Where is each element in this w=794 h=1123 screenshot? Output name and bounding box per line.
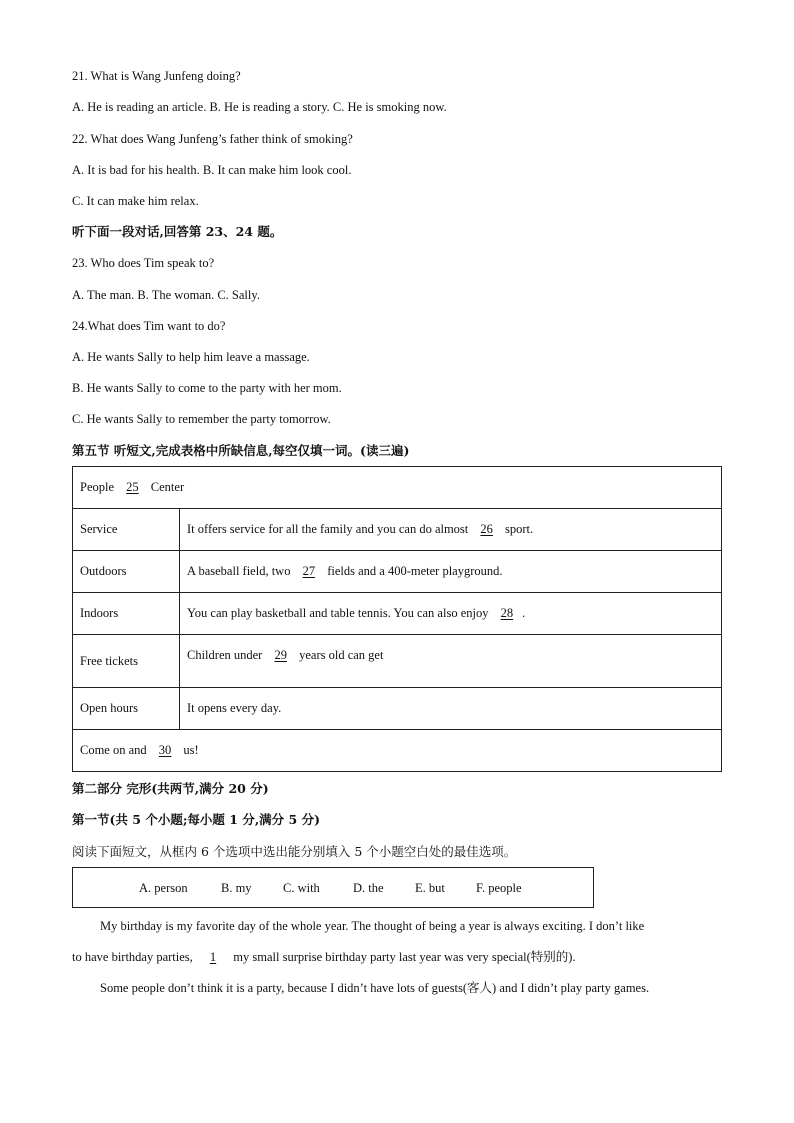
passage-line-3: Some people don’t think it is a party, because I didn’t have lots of guests(客人) and I didn’t play party games. [100,981,650,995]
row-content-outdoors: A baseball field, two 27 fields and a 400-meter playground. [180,551,722,593]
part2-title: 第二部分 完形(共两节,满分 20 分) [72,781,269,796]
table-row [73,551,722,593]
choice-f: F. people [476,881,522,895]
blank-30: 30 [158,743,172,757]
choice-a: A. person [139,881,188,895]
question-24-option-b: B. He wants Sally to come to the party with her mom. [72,381,342,395]
question-23: 23. Who does Tim speak to? [72,256,215,270]
table-header-row [73,467,722,509]
blank-26: 26 [480,522,493,536]
table-row [73,635,722,688]
question-24-option-c: C. He wants Sally to remember the party tomorrow. [72,412,331,426]
row-content-open-hours: It opens every day. [180,688,722,730]
blank-28: 28 [500,606,514,620]
row-label-indoors: Indoors [73,593,180,635]
question-23-options: A. The man. B. The woman. C. Sally. [72,288,260,302]
question-24: 24.What does Tim want to do? [72,319,226,333]
question-24-option-a: A. He wants Sally to help him leave a massage. [72,350,310,364]
question-22-option-c: C. It can make him relax. [72,194,199,208]
choice-e: E. but [415,881,445,895]
table-row [73,688,722,730]
dialog-instruction: 听下面一段对话,回答第 23、24 题。 [72,224,283,239]
row-label-service: Service [73,509,180,551]
info-table [72,466,722,772]
question-21: 21. What is Wang Junfeng doing? [72,69,241,83]
choice-c: C. with [283,881,320,895]
blank-25: 25 [126,480,139,494]
row-label-open-hours: Open hours [73,688,180,730]
choices-box [72,867,594,908]
section5-title: 第五节 听短文,完成表格中所缺信息,每空仅填一词。(读三遍) [72,443,410,458]
section1-instruction: 阅读下面短文，从框内 6 个选项中选出能分别填入 5 个小题空白处的最佳选项。 [72,844,517,859]
blank-27: 27 [302,564,316,578]
question-21-options: A. He is reading an article. B. He is reading a story. C. He is smoking now. [72,100,447,114]
choice-d: D. the [353,881,384,895]
row-content-free-tickets: Children under 29 years old can get [180,635,722,688]
blank-29: 29 [274,648,287,662]
question-22-options-ab: A. It is bad for his health. B. It can make him look cool. [72,163,352,177]
passage-line-2: to have birthday parties, 1 my small surprise birthday party last year was very special(特别的). [72,950,576,964]
table-row [73,509,722,551]
row-content-service: It offers service for all the family and you can do almost 26 sport. [180,509,722,551]
table-footer-row [73,730,722,772]
passage-line-1: My birthday is my favorite day of the whole year. The thought of being a year is always exciting. I don’t like [100,919,645,933]
table-row [73,593,722,635]
row-label-outdoors: Outdoors [73,551,180,593]
row-label-free-tickets: Free tickets [73,635,180,688]
table-header-cell: People 25 Center [73,467,722,509]
choice-b: B. my [221,881,252,895]
table-footer-cell: Come on and 30 us! [73,730,722,772]
row-content-indoors: You can play basketball and table tennis. You can also enjoy 28 . [180,593,722,635]
section1-title: 第一节(共 5 个小题;每小题 1 分,满分 5 分) [72,812,320,827]
blank-1: 1 [209,950,217,964]
question-22: 22. What does Wang Junfeng’s father think of smoking? [72,132,353,146]
